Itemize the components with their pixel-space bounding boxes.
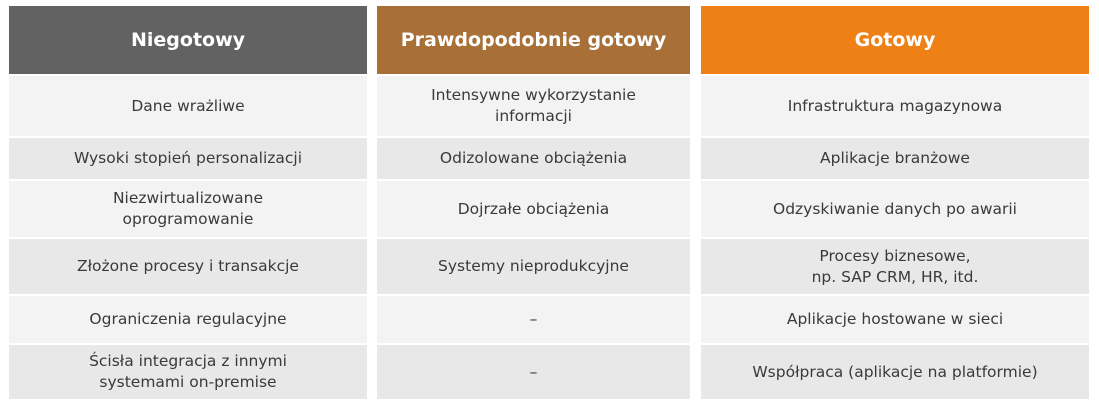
cell-text: Wysoki stopień personalizacji [73,149,303,167]
table-cell [701,179,1089,237]
table-cell [377,74,690,136]
table-cell [377,343,690,399]
cell-text: Intensywne wykorzystanie informacji [431,86,636,125]
cell-text: Aplikacje branżowe [820,149,970,167]
table-cell [9,294,367,343]
table-cell [9,343,367,399]
cell-text: Dane wrażliwe [131,96,245,115]
cell-text: Aplikacje hostowane w sieci [786,310,1004,328]
table-cell [701,294,1089,343]
column-probably-ready [377,6,690,399]
cell-text: Niezwirtualizowane oprogramowanie [112,189,264,228]
cell-text: Odizolowane obciążenia [439,149,628,167]
column-not-ready [9,6,367,399]
table-cell [9,179,367,237]
column-header-ready: Gotowy [701,6,1089,74]
table-cell [9,237,367,294]
table-cell [701,343,1089,399]
table-cell [377,237,690,294]
column-header-not-ready: Niegotowy [9,6,367,74]
cell-text: Dojrzałe obciążenia [457,199,610,218]
column-ready [701,6,1089,399]
table-cell [377,136,690,179]
table-cell [377,294,690,343]
column-header-probably-ready: Prawdopodobnie gotowy [377,6,690,74]
cell-text: Systemy nieprodukcyjne [438,257,629,275]
cell-text: Ścisła integracja z innymi systemami on-premise [89,352,287,391]
table-cell [9,136,367,179]
table-cell [9,74,367,136]
table-cell [701,136,1089,179]
cell-text: Procesy biznesowe, np. SAP CRM, HR, itd. [811,246,979,286]
cell-text: Współpraca (aplikacje na platformie) [752,362,1038,381]
cell-text: Infrastruktura magazynowa [787,96,1003,115]
cell-text: Ograniczenia regulacyjne [89,310,287,328]
cell-text: – [529,362,538,381]
table-cell [701,237,1089,294]
cell-text: Odzyskiwanie danych po awarii [773,199,1017,218]
table-cell [701,74,1089,136]
table-cell [377,179,690,237]
cell-text: – [529,310,538,328]
cell-text: Złożone procesy i transakcje [77,257,299,275]
